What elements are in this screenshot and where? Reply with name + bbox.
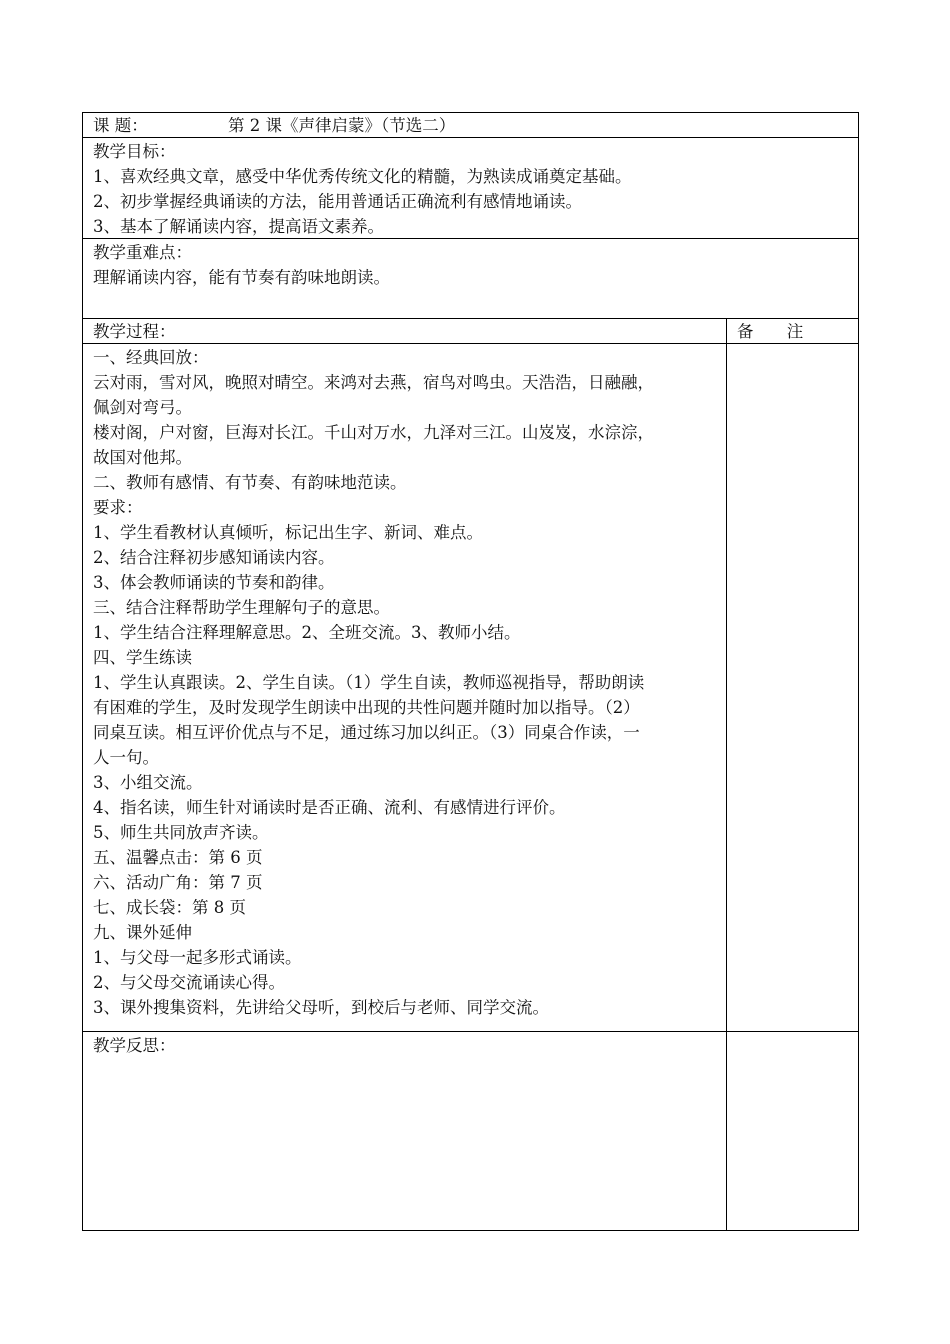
process-line: 1、学生认真跟读。2、学生自读。（1）学生自读，教师巡视指导，帮助朗读 [93,673,645,692]
row-divider [83,137,858,138]
lesson-plan-table [82,112,859,1231]
topic-label: 课 题： [93,116,148,135]
process-line: 三、结合注释帮助学生理解句子的意思。 [93,598,390,617]
notes-label: 备 注 [737,322,804,341]
reflection-title: 教学反思： [93,1036,176,1055]
process-line: 佩剑对弯弓。 [93,398,192,417]
key-points-section [93,240,853,290]
objective-item: 1、喜欢经典文章，感受中华优秀传统文化的精髓，为熟读成诵奠定基础。 [93,167,632,186]
row-divider [83,1031,858,1032]
process-line: 云对雨，雪对风，晚照对晴空。来鸿对去燕，宿鸟对鸣虫。天浩浩，日融融， [93,373,654,392]
notes-column-divider [726,318,727,1230]
objectives-section [93,139,853,239]
process-line: 九、课外延伸 [93,923,192,942]
process-line: 3、小组交流。 [93,773,203,792]
process-line: 五、温馨点击：第 6 页 [93,848,263,867]
process-line: 1、学生看教材认真倾听，标记出生字、新词、难点。 [93,523,483,542]
process-line: 楼对阁，户对窗，巨海对长江。千山对万水，九泽对三江。山岌岌，水淙淙， [93,423,654,442]
process-line: 同桌互读。相互评价优点与不足，通过练习加以纠正。（3）同桌合作读，一 [93,723,640,742]
process-line: 故国对他邦。 [93,448,192,467]
process-line: 5、师生共同放声齐读。 [93,823,269,842]
process-line: 七、成长袋：第 8 页 [93,898,246,917]
process-line: 2、与父母交流诵读心得。 [93,973,285,992]
process-line: 4、指名读，师生针对诵读时是否正确、流利、有感情进行评价。 [93,798,566,817]
process-line: 二、教师有感情、有节奏、有韵味地范读。 [93,473,407,492]
process-line: 一、经典回放： [93,348,209,367]
objective-item: 2、初步掌握经典诵读的方法，能用普通话正确流利有感情地诵读。 [93,192,582,211]
process-line: 3、体会教师诵读的节奏和韵律。 [93,573,335,592]
key-points-title: 教学重难点： [93,243,192,262]
process-line: 1、学生结合注释理解意思。2、全班交流。3、教师小结。 [93,623,521,642]
process-line: 3、课外搜集资料，先讲给父母听，到校后与老师、同学交流。 [93,998,549,1017]
process-line: 有困难的学生，及时发现学生朗读中出现的共性问题并随时加以指导。（2） [93,698,640,717]
process-line: 四、学生练读 [93,648,192,667]
process-line: 六、活动广角：第 7 页 [93,873,263,892]
process-line: 2、结合注释初步感知诵读内容。 [93,548,335,567]
process-title: 教学过程： [93,322,176,341]
objective-item: 3、基本了解诵读内容，提高语文素养。 [93,217,384,236]
process-line: 人一句。 [93,748,159,767]
key-points-text: 理解诵读内容，能有节奏有韵味地朗读。 [93,268,390,287]
objectives-title: 教学目标： [93,142,176,161]
process-body [93,345,721,1020]
process-line: 要求： [93,498,143,517]
topic-value: 第 2 课《声律启蒙》（节选二） [228,116,456,135]
process-line: 1、与父母一起多形式诵读。 [93,948,302,967]
